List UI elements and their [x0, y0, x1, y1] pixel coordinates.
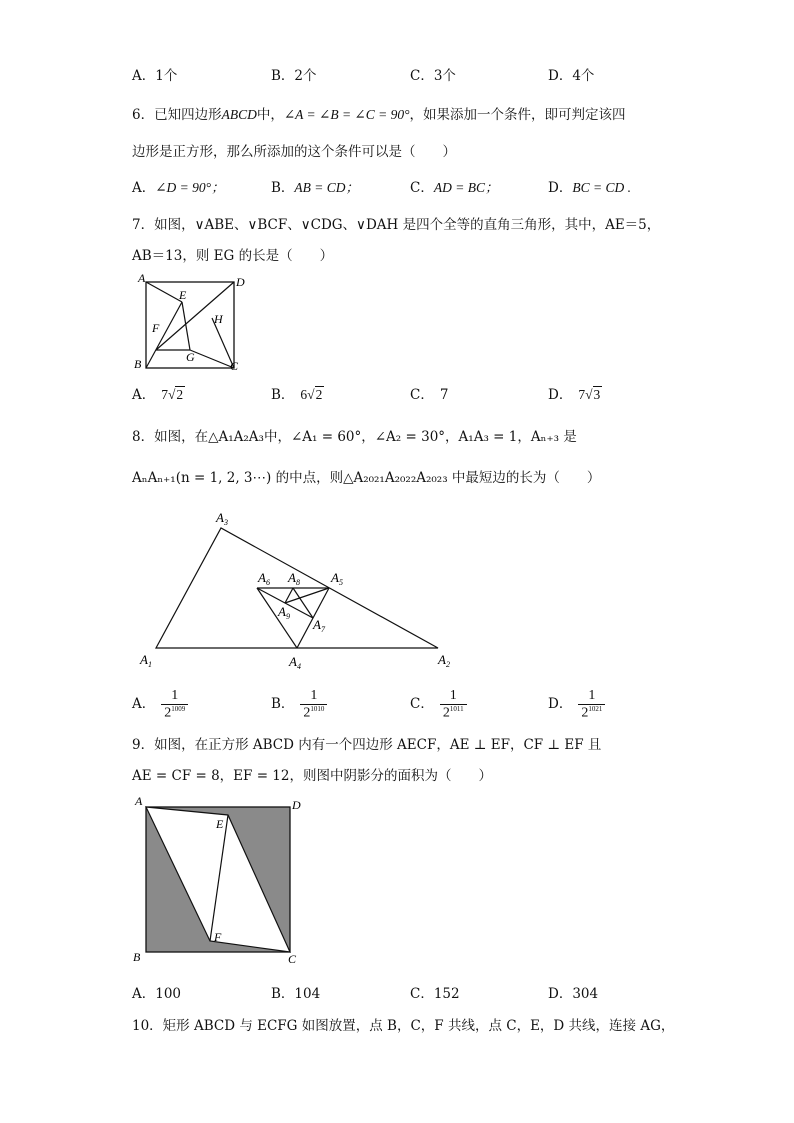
q5-option-c[interactable]: C．3个 [410, 68, 456, 84]
q9-option-a[interactable]: A．100 [132, 986, 182, 1002]
q8-label-a3: $A_3$ [216, 510, 228, 527]
q7-figure [130, 270, 250, 372]
q6-option-d[interactable]: D．BC = CD . [548, 180, 631, 196]
q9-stem-line2: AE = CF = 8，EF = 12，则图中阴影分的面积为（ ） [132, 768, 492, 784]
q8-lines [156, 528, 438, 648]
q7-label-d: D [236, 275, 245, 289]
q8-label-a1: $A_1$ [140, 652, 152, 669]
q7-option-b[interactable]: B． 6√2 [271, 387, 323, 403]
q5-option-b[interactable]: B．2个 [271, 68, 317, 84]
q9-label-c: C [288, 952, 297, 966]
q7-option-a[interactable]: A． 7√2 [132, 387, 184, 403]
q6-option-c[interactable]: C．AD = BC； [410, 180, 499, 196]
q5-options [0, 64, 794, 88]
q9-label-e: E [216, 817, 224, 831]
q8-options [0, 688, 794, 724]
q9-stem-line1: 9．如图，在正方形 ABCD 内有一个四边形 AECF，AE ⊥ EF，CF ⊥ EF 且 [132, 737, 602, 753]
q5-option-d[interactable]: D．4个 [548, 68, 595, 84]
q9-figure [130, 795, 310, 970]
q7-label-b: B [134, 357, 142, 371]
q8-label-a4: $A_4$ [289, 654, 301, 671]
q8-option-d[interactable]: D． $\frac{1}{2^{1021}}$ [548, 688, 605, 722]
q7-label-g: G [186, 350, 195, 364]
q8-label-a8: $A_8$ [288, 570, 300, 587]
q9-label-d: D [292, 798, 301, 812]
q8-label-a5: $A_5$ [331, 570, 343, 587]
q7-label-f: F [152, 321, 160, 335]
q8-option-c[interactable]: C． $\frac{1}{2^{1011}}$ [410, 688, 467, 722]
q8-stem-line2: AₙAₙ₊₁(n = 1, 2, 3⋯) 的中点，则△A₂₀₂₁A₂₀₂₂A₂₀₂₃ 中最短边的长为（ ） [132, 470, 601, 486]
q9-option-d[interactable]: D．304 [548, 986, 599, 1002]
q8-option-a[interactable]: A． $\frac{1}{2^{1009}}$ [132, 688, 188, 722]
q7-option-c[interactable]: C． 7 [410, 387, 449, 403]
q6-stem-line1: 6．已知四边形ABCD中，∠A = ∠B = ∠C = 90°，如果添加一个条件，即可判定该四 [132, 107, 626, 123]
q7-label-a: A [138, 271, 146, 285]
q8-label-a2: $A_2$ [438, 652, 450, 669]
q7-label-c: C [230, 359, 239, 373]
q6-option-a[interactable]: A．∠D = 90°； [132, 180, 225, 196]
q8-label-a9: $A_9$ [278, 604, 290, 621]
q7-options [0, 383, 794, 407]
q9-options [0, 982, 794, 1006]
q5-option-a[interactable]: A．1个 [132, 68, 178, 84]
q8-stem-line1: 8．如图，在△A₁A₂A₃中，∠A₁ = 60°，∠A₂ = 30°，A₁A₃ = 1，Aₙ₊₃ 是 [132, 429, 577, 445]
q8-label-a7: $A_7$ [313, 617, 325, 634]
q9-label-a: A [135, 794, 143, 808]
q9-label-f: F [214, 930, 222, 944]
q8-figure [140, 508, 460, 673]
q8-label-a6: $A_6$ [258, 570, 270, 587]
q7-stem-line2: AB＝13，则 EG 的长是（ ） [132, 248, 334, 264]
q6-stem-line2: 边形是正方形，那么所添加的这个条件可以是（ ） [132, 144, 456, 160]
q6-options [0, 176, 794, 200]
q7-label-e: E [179, 288, 187, 302]
q9-label-b: B [133, 950, 141, 964]
q7-option-d[interactable]: D． 7√3 [548, 387, 601, 403]
q9-option-b[interactable]: B．104 [271, 986, 321, 1002]
q7-label-h: H [214, 312, 223, 326]
q7-stem-line1: 7．如图，∨ABE、∨BCF、∨CDG、∨DAH 是四个全等的直角三角形，其中，AE＝5， [132, 217, 661, 233]
q10-stem-line1: 10．矩形 ABCD 与 ECFG 如图放置，点 B，C，F 共线，点 C，E，D 共线，连接 AG， [132, 1018, 675, 1034]
q6-option-b[interactable]: B．AB = CD； [271, 180, 360, 196]
q9-option-c[interactable]: C．152 [410, 986, 460, 1002]
q8-option-b[interactable]: B． $\frac{1}{2^{1010}}$ [271, 688, 327, 722]
